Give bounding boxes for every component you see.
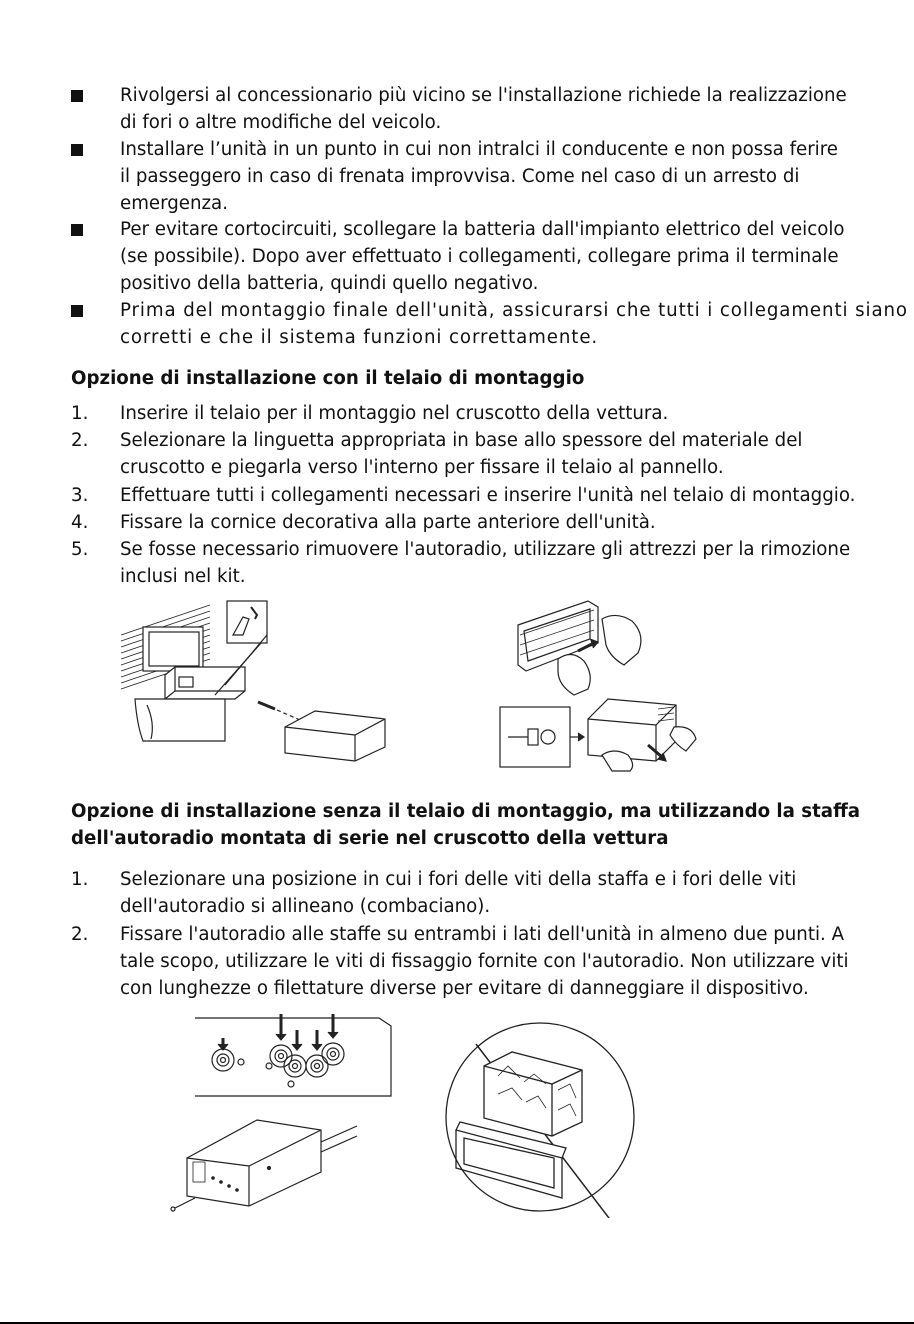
step-text: Inserire il telaio per il montaggio nel cruscotto della vettura. xyxy=(120,403,669,424)
step-text: Selezionare la linguetta appropriata in base allo spessore del materiale del cruscotto e piegarla verso l'interno per fissare il telaio al pannello. xyxy=(120,430,803,478)
step-number: 1. xyxy=(71,403,89,424)
bullet-text: Installare l’unità in un punto in cui non intralci il conducente e non possa ferire il passeggero in caso di frenata improvvisa. Come nel caso di un arresto di emergenza. xyxy=(120,139,838,214)
square-bullet-icon xyxy=(71,90,83,102)
step-text: Selezionare una posizione in cui i fori delle viti della staffa e i fori delle viti dell'autoradio si allineano (combaciano). xyxy=(120,869,797,917)
step-number: 2. xyxy=(71,430,89,451)
step-number: 3. xyxy=(71,485,89,506)
step-number: 5. xyxy=(71,539,89,560)
square-bullet-icon xyxy=(71,305,83,317)
section-heading: Opzione di installazione senza il telaio di montaggio, ma utilizzando la staffa dell'autoradio montata di serie nel cruscotto della vettura xyxy=(71,801,861,849)
step-number: 4. xyxy=(71,512,89,533)
step-text: Fissare la cornice decorativa alla parte anteriore dell'unità. xyxy=(120,512,656,533)
step-text: Fissare l'autoradio alle staffe su entrambi i lati dell'unità in almeno due punti. A tale scopo, utilizzare le viti di fissaggio fornite con l'autoradio. Non utilizzare viti con lunghezze o filettature diverse per evitare di danneggiare il dispositivo. xyxy=(120,924,849,999)
bullet-text: Per evitare cortocircuiti, scollegare la batteria dall'impianto elettrico del veicolo (se possibile). Dopo aver effettuato i collegamenti, collegare prima il terminale positivo della batteria, quindi quello negativo. xyxy=(120,219,845,294)
square-bullet-icon xyxy=(71,144,83,156)
step-number: 1. xyxy=(71,869,89,890)
bullet-text: Prima del montaggio finale dell'unità, assicurarsi che tutti i collegamenti siano corretti e che il sistema funzioni correttamente. xyxy=(120,300,908,348)
no-frame-figure xyxy=(442,1018,642,1218)
mounting-sleeve-figure xyxy=(115,595,395,767)
bullet-text: Rivolgersi al concessionario più vicino se l'installazione richiede la realizzazione di fori o altre modifiche del veicolo. xyxy=(120,85,847,133)
removal-keys-figure xyxy=(498,595,710,773)
section-heading: Opzione di installazione con il telaio di montaggio xyxy=(71,368,585,389)
step-number: 2. xyxy=(71,924,89,945)
step-text: Effettuare tutti i collegamenti necessari e inserire l'unità nel telaio di montaggio. xyxy=(120,485,856,506)
step-text: Se fosse necessario rimuovere l'autoradio, utilizzare gli attrezzi per la rimozione inclusi nel kit. xyxy=(120,539,851,587)
square-bullet-icon xyxy=(71,224,83,236)
bracket-screw-holes-figure xyxy=(165,1010,397,1215)
